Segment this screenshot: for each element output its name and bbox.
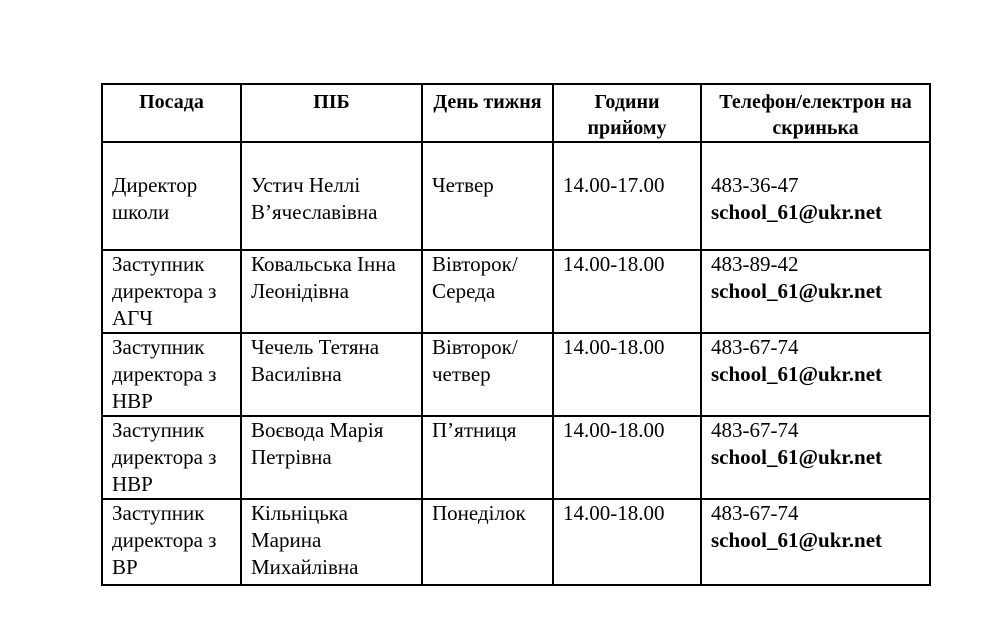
cell-hours xyxy=(553,142,701,250)
position-text: Заступник директора з АГЧ xyxy=(112,252,217,330)
email-text: school_61@ukr.net xyxy=(711,362,883,386)
header-contact: Телефон/електрон на скринька xyxy=(701,84,930,142)
cell-day xyxy=(422,416,553,499)
hours-text: 14.00-18.00 xyxy=(563,418,665,442)
cell-hours xyxy=(553,499,701,585)
table-row xyxy=(102,499,930,585)
email-text: school_61@ukr.net xyxy=(711,445,883,469)
cell-hours xyxy=(553,333,701,416)
cell-hours xyxy=(553,416,701,499)
cell-position xyxy=(102,416,241,499)
cell-day xyxy=(422,499,553,585)
cell-contact xyxy=(701,499,930,585)
email-text: school_61@ukr.net xyxy=(711,200,883,224)
table-row xyxy=(102,416,930,499)
position-text: Заступник директора з НВР xyxy=(112,335,217,413)
day-text: Понеділок xyxy=(432,501,526,525)
name-text: Ковальська Інна Леонідівна xyxy=(251,252,396,303)
position-text: Заступник директора з ВР xyxy=(112,501,217,579)
phone-text: 483-67-74 xyxy=(711,418,799,442)
cell-contact xyxy=(701,250,930,333)
cell-position xyxy=(102,250,241,333)
phone-text: 483-67-74 xyxy=(711,501,799,525)
name-text: Воєвода Марія Петрівна xyxy=(251,418,384,469)
cell-position xyxy=(102,499,241,585)
cell-day xyxy=(422,333,553,416)
name-text: Кільніцька Марина Михайлівна xyxy=(251,501,359,579)
day-text: Вівторок/ четвер xyxy=(432,335,518,386)
day-text: П’ятниця xyxy=(432,418,517,442)
cell-name xyxy=(241,142,422,250)
day-text: Четвер xyxy=(432,173,494,197)
cell-day xyxy=(422,142,553,250)
cell-contact xyxy=(701,333,930,416)
header-hours: Години прийому xyxy=(553,84,701,142)
cell-position xyxy=(102,142,241,250)
cell-name xyxy=(241,333,422,416)
table-row xyxy=(102,142,930,250)
cell-contact xyxy=(701,416,930,499)
table-header-row xyxy=(102,84,930,142)
day-text: Вівторок/ Середа xyxy=(432,252,518,303)
email-text: school_61@ukr.net xyxy=(711,279,883,303)
table-row xyxy=(102,333,930,416)
hours-text: 14.00-18.00 xyxy=(563,501,665,525)
name-text: Чечель Тетяна Василівна xyxy=(251,335,380,386)
table-row xyxy=(102,250,930,333)
hours-text: 14.00-18.00 xyxy=(563,335,665,359)
phone-text: 483-89-42 xyxy=(711,252,799,276)
cell-position xyxy=(102,333,241,416)
cell-day xyxy=(422,250,553,333)
cell-name xyxy=(241,499,422,585)
cell-name xyxy=(241,416,422,499)
cell-contact xyxy=(701,142,930,250)
cell-name xyxy=(241,250,422,333)
position-text: Директор школи xyxy=(112,173,198,224)
position-text: Заступник директора з НВР xyxy=(112,418,217,496)
reception-schedule-table xyxy=(101,83,931,586)
hours-text: 14.00-18.00 xyxy=(563,252,665,276)
phone-text: 483-36-47 xyxy=(711,173,799,197)
phone-text: 483-67-74 xyxy=(711,335,799,359)
cell-hours xyxy=(553,250,701,333)
header-position: Посада xyxy=(102,84,241,142)
name-text: Устич Неллі В’ячеславівна xyxy=(251,173,378,224)
hours-text: 14.00-17.00 xyxy=(563,173,665,197)
email-text: school_61@ukr.net xyxy=(711,528,883,552)
header-day: День тижня xyxy=(422,84,553,142)
header-name: ПІБ xyxy=(241,84,422,142)
